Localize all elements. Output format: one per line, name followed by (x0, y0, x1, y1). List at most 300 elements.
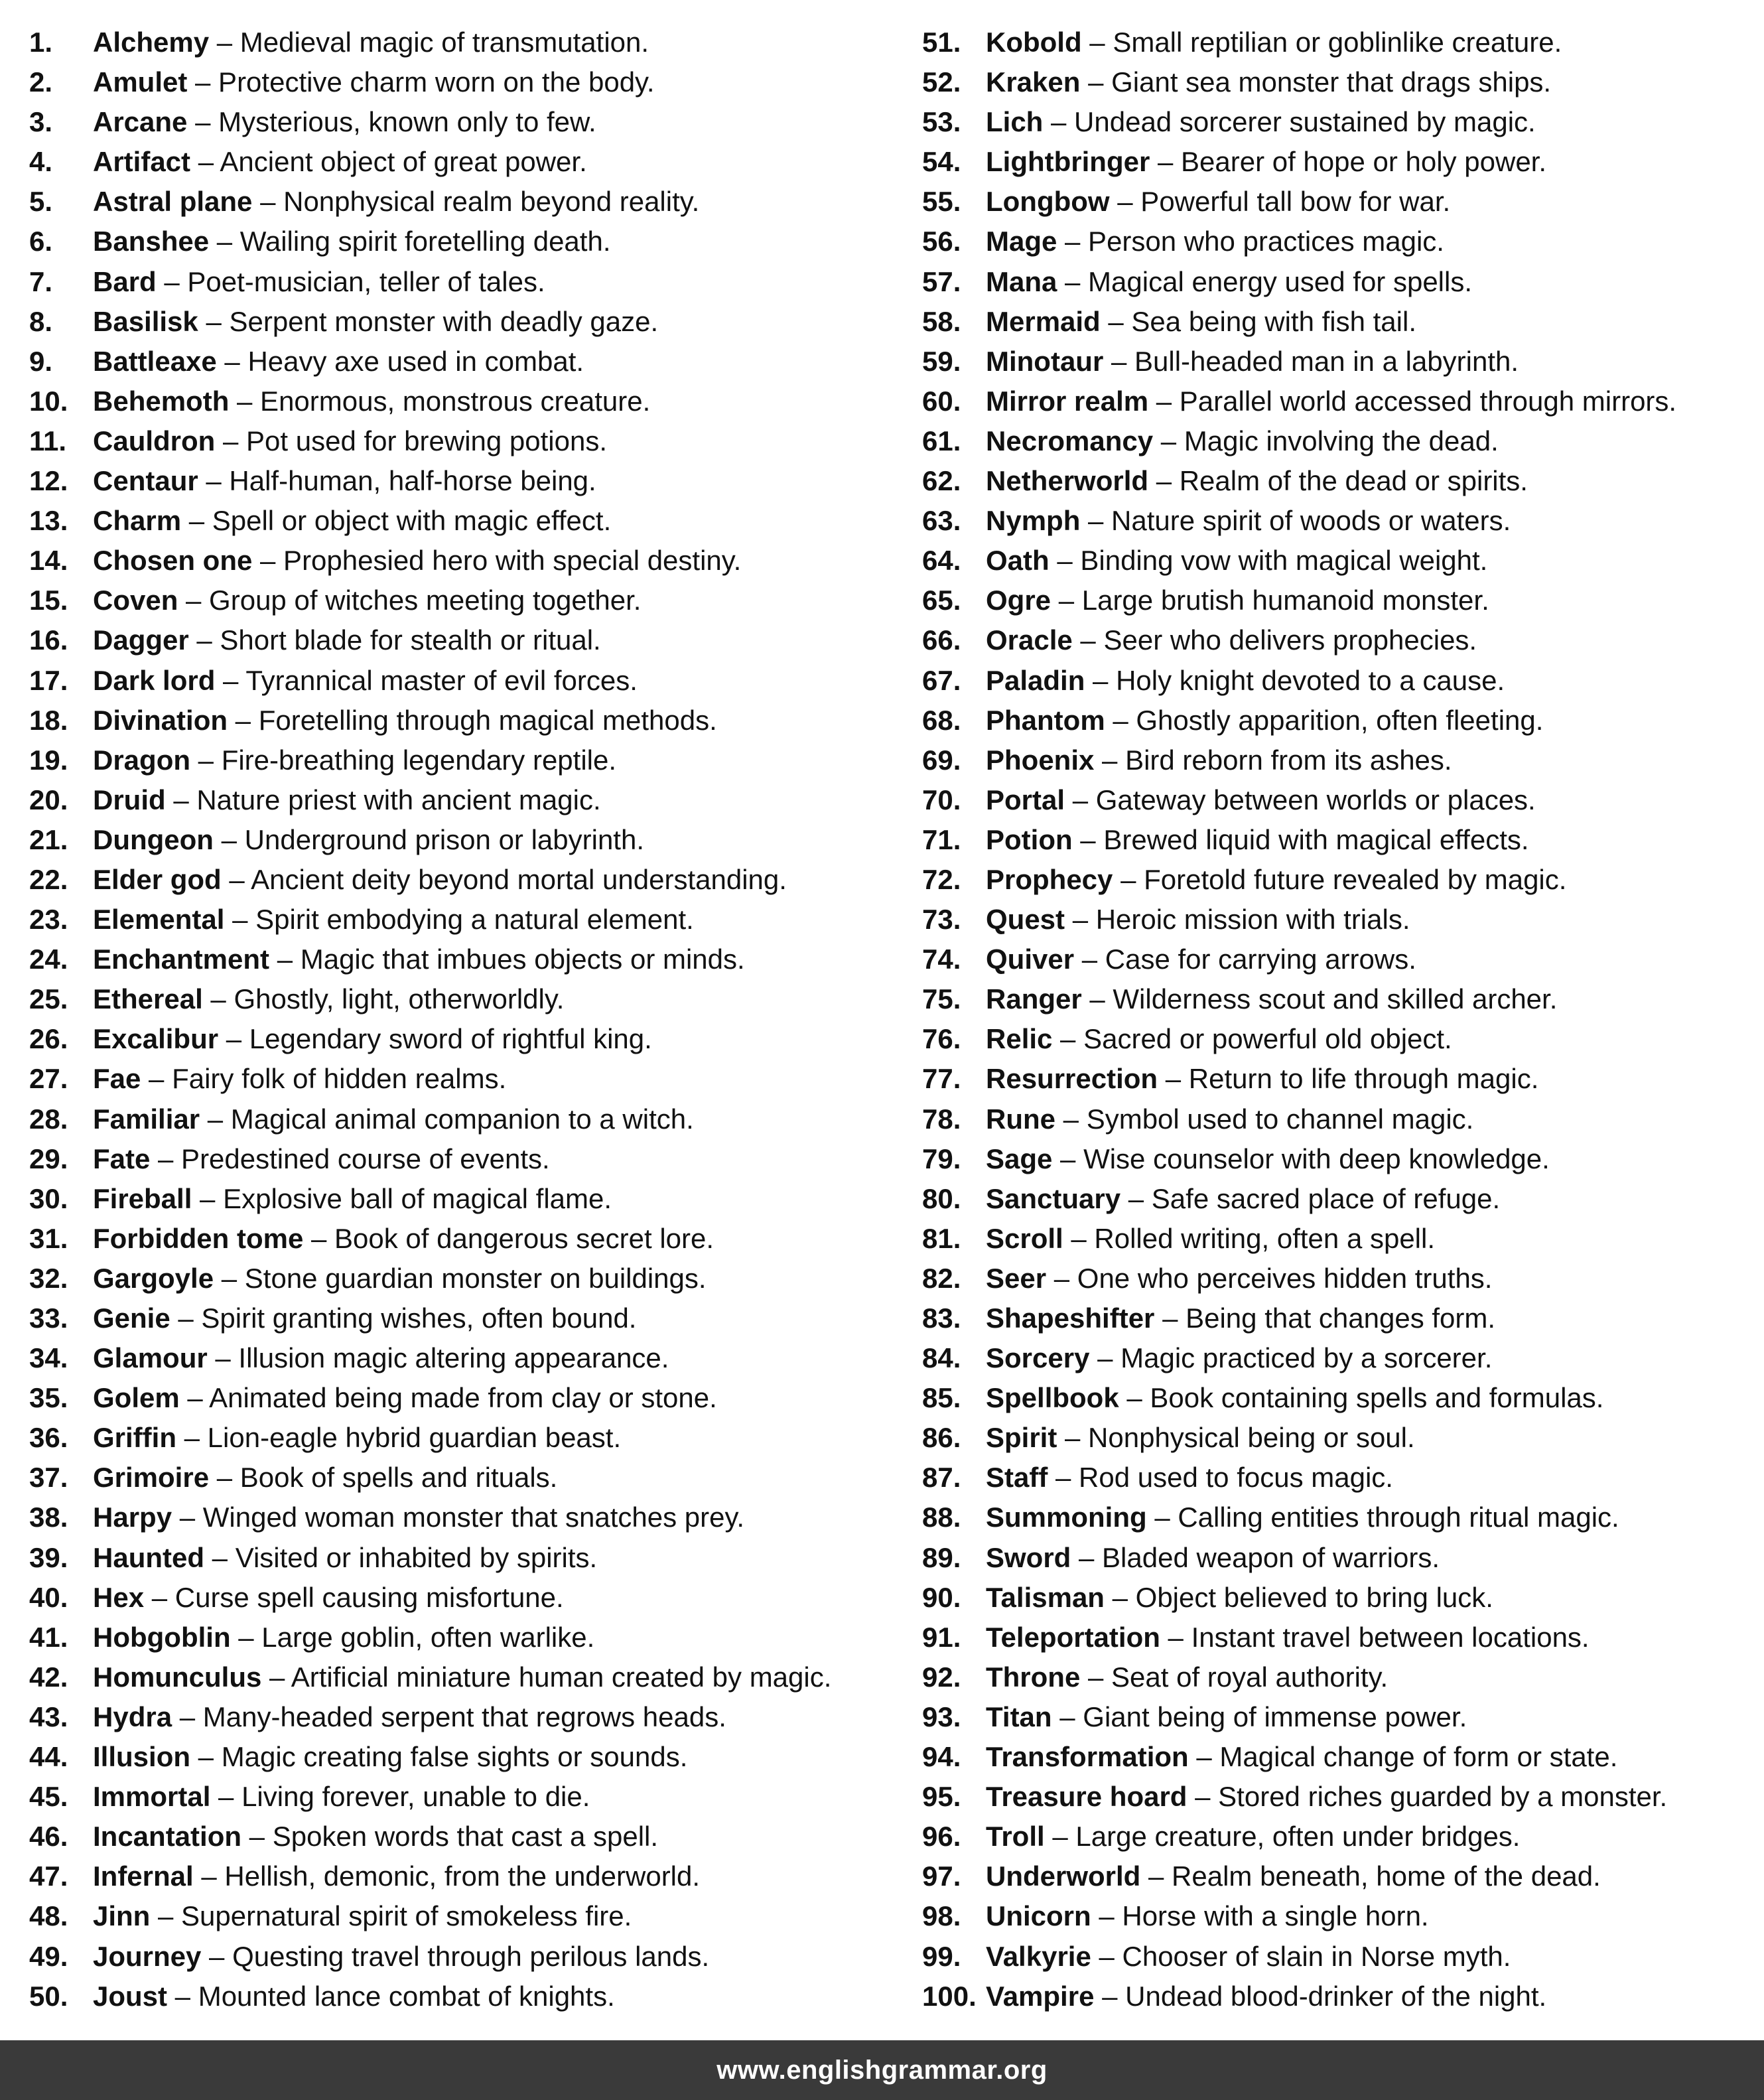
entry-number: 46. (29, 1821, 68, 1853)
entry-definition: – Underground prison or labyrinth. (213, 823, 644, 855)
entry-term: Hydra (93, 1701, 172, 1732)
entry-definition: – Nonphysical realm beyond reality. (252, 186, 700, 218)
entry-definition: – Mysterious, known only to few. (187, 106, 596, 138)
entry-term: Gargoyle (93, 1262, 214, 1294)
vocabulary-entry (29, 780, 831, 820)
vocabulary-entry (29, 900, 831, 940)
vocabulary-entry (29, 1657, 831, 1697)
entry-definition: – Stone guardian monster on buildings. (214, 1262, 707, 1294)
vocabulary-entry (922, 1697, 1676, 1737)
vocabulary-entry (922, 461, 1676, 501)
entry-term: Unicorn (986, 1900, 1091, 1932)
entry-number: 78. (922, 1103, 961, 1135)
entry-definition: – Chooser of slain in Norse myth. (1091, 1940, 1511, 1972)
entry-definition: – Undead sorcerer sustained by magic. (1043, 106, 1536, 138)
entry-definition: – Legendary sword of rightful king. (218, 1023, 652, 1055)
vocabulary-entry (29, 740, 831, 780)
vocabulary-entry (29, 1578, 831, 1618)
vocabulary-entry (29, 23, 831, 62)
entry-term: Homunculus (93, 1661, 262, 1693)
entry-definition: – Pot used for brewing potions. (215, 425, 608, 456)
entry-definition: – Serpent monster with deadly gaze. (198, 305, 659, 337)
entry-term: Basilisk (93, 305, 198, 337)
entry-number: 33. (29, 1302, 68, 1334)
entry-number: 23. (29, 904, 68, 936)
vocabulary-entry (922, 23, 1676, 62)
entry-number: 59. (922, 345, 961, 377)
entry-definition: – Many-headed serpent that regrows heads. (172, 1701, 726, 1732)
entry-number: 32. (29, 1262, 68, 1294)
entry-definition: – Holy knight devoted to a cause. (1085, 664, 1505, 696)
entry-definition: – Undead blood-drinker of the night. (1094, 1980, 1547, 2012)
vocabulary-entry (29, 1259, 831, 1298)
entry-definition: – Realm of the dead or spirits. (1148, 465, 1528, 497)
entry-number: 68. (922, 704, 961, 736)
vocabulary-entry (922, 620, 1676, 660)
vocabulary-entry (922, 940, 1676, 979)
entry-number: 13. (29, 505, 68, 537)
entry-number: 63. (922, 505, 961, 537)
entry-definition: – Bull-headed man in a labyrinth. (1103, 345, 1519, 377)
entry-term: Rune (986, 1103, 1055, 1135)
entry-number: 89. (922, 1541, 961, 1573)
entry-number: 70. (922, 784, 961, 815)
entry-term: Sage (986, 1143, 1053, 1174)
vocabulary-entry (922, 1179, 1676, 1219)
entry-definition: – Heavy axe used in combat. (216, 345, 584, 377)
entry-number: 7. (29, 265, 53, 297)
vocabulary-entry (922, 1538, 1676, 1578)
vocabulary-entry (922, 1458, 1676, 1498)
entry-definition: – Giant sea monster that drags ships. (1080, 66, 1552, 98)
entry-number: 99. (922, 1940, 961, 1972)
vocabulary-entry (29, 1856, 831, 1896)
entry-term: Valkyrie (986, 1940, 1091, 1972)
entry-term: Elemental (93, 904, 225, 936)
entry-term: Fate (93, 1143, 151, 1174)
vocabulary-entry (922, 1856, 1676, 1896)
vocabulary-entry (29, 1777, 831, 1817)
entry-term: Phantom (986, 704, 1105, 736)
vocabulary-entry (922, 820, 1676, 860)
entry-definition: – Object believed to bring luck. (1104, 1581, 1493, 1613)
entry-definition: – Foretelling through magical methods. (228, 704, 717, 736)
entry-number: 60. (922, 385, 961, 417)
entry-term: Charm (93, 505, 182, 537)
vocabulary-entry (29, 1378, 831, 1418)
vocabulary-entry (922, 581, 1676, 620)
entry-number: 17. (29, 664, 68, 696)
entry-number: 49. (29, 1940, 68, 1972)
entry-term: Nymph (986, 505, 1081, 537)
vocabulary-entry (922, 262, 1676, 302)
entry-number: 44. (29, 1741, 68, 1773)
entry-number: 1. (29, 27, 53, 58)
vocabulary-entry (922, 1259, 1676, 1298)
vocabulary-entry (29, 1977, 831, 2016)
entry-definition: – Animated being made from clay or stone. (179, 1382, 717, 1414)
entry-definition: – Group of witches meeting together. (178, 585, 642, 616)
entry-number: 50. (29, 1980, 68, 2012)
entry-number: 53. (922, 106, 961, 138)
vocabulary-entry (29, 661, 831, 701)
entry-number: 100. (922, 1980, 977, 2012)
entry-term: Elder god (93, 863, 222, 895)
entry-number: 35. (29, 1382, 68, 1414)
entry-definition: – Book of spells and rituals. (209, 1462, 558, 1494)
entry-term: Mermaid (986, 305, 1101, 337)
entry-definition: – Large creature, often under bridges. (1044, 1821, 1521, 1853)
entry-definition: – Spell or object with magic effect. (181, 505, 612, 537)
entry-definition: – Half-human, half-horse being. (198, 465, 596, 497)
vocabulary-entry (922, 102, 1676, 142)
entry-term: Jinn (93, 1900, 151, 1932)
entry-definition: – Fire-breathing legendary reptile. (190, 744, 617, 776)
entry-definition: – Explosive ball of magical flame. (192, 1182, 612, 1214)
entry-term: Shapeshifter (986, 1302, 1155, 1334)
entry-definition: – Return to life through magic. (1158, 1063, 1539, 1095)
entry-number: 95. (922, 1781, 961, 1813)
entry-definition: – Rolled writing, often a spell. (1063, 1222, 1436, 1254)
entry-number: 2. (29, 66, 53, 98)
entry-number: 37. (29, 1462, 68, 1494)
entry-number: 30. (29, 1182, 68, 1214)
entry-term: Dragon (93, 744, 190, 776)
vocabulary-entry (29, 222, 831, 261)
entry-term: Golem (93, 1382, 180, 1414)
vocabulary-entry (29, 1298, 831, 1338)
entry-number: 72. (922, 863, 961, 895)
vocabulary-entry (29, 1697, 831, 1737)
entry-definition: – Seat of royal authority. (1080, 1661, 1389, 1693)
vocabulary-entry (922, 979, 1676, 1019)
entry-definition: – Predestined course of events. (150, 1143, 550, 1174)
entry-term: Dark lord (93, 664, 216, 696)
entry-definition: – Bird reborn from its ashes. (1094, 744, 1452, 776)
vocabulary-entry (922, 1896, 1676, 1936)
vocabulary-entry (29, 62, 831, 102)
entry-term: Kobold (986, 27, 1082, 58)
entry-term: Resurrection (986, 1063, 1158, 1095)
entry-number: 85. (922, 1382, 961, 1414)
entry-definition: – Nonphysical being or soul. (1057, 1422, 1415, 1454)
vocabulary-entry (922, 1657, 1676, 1697)
entry-number: 80. (922, 1182, 961, 1214)
vocabulary-entry (29, 860, 831, 900)
entry-term: Chosen one (93, 545, 253, 577)
entry-term: Longbow (986, 186, 1110, 218)
entry-term: Treasure hoard (986, 1781, 1187, 1813)
entry-definition: – Supernatural spirit of smokeless fire. (150, 1900, 632, 1932)
entry-definition: – Powerful tall bow for war. (1109, 186, 1451, 218)
entry-number: 93. (922, 1701, 961, 1732)
vocabulary-entry (29, 501, 831, 541)
entry-term: Kraken (986, 66, 1081, 98)
entry-number: 97. (922, 1860, 961, 1892)
vocabulary-entry (922, 1817, 1676, 1856)
entry-definition: – Nature priest with ancient magic. (165, 784, 601, 815)
entry-definition: – Lion-eagle hybrid guardian beast. (176, 1422, 622, 1454)
vocabulary-entry (29, 102, 831, 142)
entry-number: 20. (29, 784, 68, 815)
entry-term: Potion (986, 823, 1073, 855)
entry-definition: – Wilderness scout and skilled archer. (1081, 983, 1558, 1015)
entry-term: Oath (986, 545, 1050, 577)
entry-term: Harpy (93, 1502, 172, 1533)
entry-term: Divination (93, 704, 228, 736)
vocabulary-entry (922, 421, 1676, 461)
entry-definition: – Heroic mission with trials. (1065, 904, 1410, 936)
entry-number: 65. (922, 585, 961, 616)
entry-term: Portal (986, 784, 1065, 815)
entry-definition: – Enormous, monstrous creature. (229, 385, 651, 417)
entry-number: 84. (922, 1342, 961, 1374)
vocabulary-entry (922, 1418, 1676, 1458)
entry-definition: – Magic involving the dead. (1153, 425, 1499, 456)
entry-definition: – Prophesied hero with special destiny. (252, 545, 742, 577)
entry-term: Prophecy (986, 863, 1113, 895)
entry-number: 47. (29, 1860, 68, 1892)
entry-number: 21. (29, 823, 68, 855)
entry-term: Mage (986, 226, 1057, 257)
entry-term: Mana (986, 265, 1057, 297)
entry-definition: – Ghostly, light, otherworldly. (202, 983, 565, 1015)
entry-definition: – Curse spell causing misfortune. (144, 1581, 564, 1613)
entry-term: Druid (93, 784, 166, 815)
vocabulary-entry (29, 1338, 831, 1378)
entry-definition: – Living forever, unable to die. (210, 1781, 590, 1813)
entry-term: Staff (986, 1462, 1048, 1494)
entry-number: 24. (29, 944, 68, 975)
entry-definition: – Seer who delivers prophecies. (1072, 624, 1477, 656)
entry-definition: – Visited or inhabited by spirits. (204, 1541, 598, 1573)
entry-definition: – Nature spirit of woods or waters. (1080, 505, 1511, 537)
entry-definition: – Symbol used to channel magic. (1055, 1103, 1474, 1135)
entry-term: Glamour (93, 1342, 208, 1374)
entry-number: 31. (29, 1222, 68, 1254)
entry-term: Hex (93, 1581, 145, 1613)
vocabulary-entry (29, 1937, 831, 1977)
entry-term: Cauldron (93, 425, 216, 456)
entry-definition: – Sea being with fish tail. (1100, 305, 1416, 337)
vocabulary-entry (29, 1498, 831, 1537)
entry-term: Coven (93, 585, 178, 616)
vocabulary-entry (29, 421, 831, 461)
vocabulary-entry (29, 940, 831, 979)
entry-term: Centaur (93, 465, 198, 497)
entry-number: 18. (29, 704, 68, 736)
entry-term: Hobgoblin (93, 1621, 231, 1653)
entry-definition: – Horse with a single horn. (1091, 1900, 1429, 1932)
entry-definition: – Medieval magic of transmutation. (209, 27, 649, 58)
entry-number: 10. (29, 385, 68, 417)
entry-number: 71. (922, 823, 961, 855)
entry-number: 36. (29, 1422, 68, 1454)
entry-definition: – Magical change of form or state. (1188, 1741, 1618, 1773)
entry-number: 94. (922, 1741, 961, 1773)
entry-term: Infernal (93, 1860, 194, 1892)
vocabulary-entry (29, 1139, 831, 1179)
vocabulary-entry (29, 1896, 831, 1936)
entry-definition: – Book of dangerous secret lore. (303, 1222, 714, 1254)
entry-number: 92. (922, 1661, 961, 1693)
entry-number: 26. (29, 1023, 68, 1055)
entry-number: 11. (29, 425, 67, 456)
entry-term: Lightbringer (986, 146, 1150, 178)
vocabulary-entry (29, 182, 831, 222)
entry-number: 69. (922, 744, 961, 776)
entry-number: 75. (922, 983, 961, 1015)
entry-term: Griffin (93, 1422, 176, 1454)
entry-number: 6. (29, 226, 53, 257)
entry-number: 45. (29, 1781, 68, 1813)
vocabulary-entry (922, 701, 1676, 740)
entry-definition: – Hellish, demonic, from the underworld. (193, 1860, 701, 1892)
entry-definition: – Instant travel between locations. (1160, 1621, 1590, 1653)
entry-term: Vampire (986, 1980, 1095, 2012)
vocabulary-entry (922, 1618, 1676, 1657)
vocabulary-entry (29, 302, 831, 342)
entry-definition: – Wise counselor with deep knowledge. (1052, 1143, 1550, 1174)
vocabulary-entry (922, 1338, 1676, 1378)
entry-number: 28. (29, 1103, 68, 1135)
entry-definition: – Person who practices magic. (1057, 226, 1444, 257)
entry-number: 77. (922, 1063, 961, 1095)
entry-definition: – Large brutish humanoid monster. (1051, 585, 1489, 616)
entry-term: Grimoire (93, 1462, 210, 1494)
entry-definition: – Case for carrying arrows. (1074, 944, 1416, 975)
entry-number: 81. (922, 1222, 961, 1254)
entry-definition: – Tyrannical master of evil forces. (215, 664, 638, 696)
vocabulary-entry (29, 541, 831, 581)
entry-number: 88. (922, 1502, 961, 1533)
vocabulary-entry (29, 1179, 831, 1219)
entry-term: Talisman (986, 1581, 1105, 1613)
entry-number: 4. (29, 146, 53, 178)
vocabulary-entry (29, 1219, 831, 1259)
entry-definition: – Binding vow with magical weight. (1049, 545, 1488, 577)
entry-definition: – Gateway between worlds or places. (1065, 784, 1536, 815)
entry-number: 8. (29, 305, 53, 337)
entry-term: Underworld (986, 1860, 1141, 1892)
entry-number: 52. (922, 66, 961, 98)
entry-definition: – Illusion magic altering appearance. (207, 1342, 669, 1374)
entry-term: Sorcery (986, 1342, 1090, 1374)
entry-number: 5. (29, 186, 53, 218)
vocabulary-entry (922, 62, 1676, 102)
entry-number: 74. (922, 944, 961, 975)
entry-number: 12. (29, 465, 68, 497)
entry-number: 66. (922, 624, 961, 656)
entry-definition: – Winged woman monster that snatches prey. (172, 1502, 745, 1533)
entry-definition: – Bearer of hope or holy power. (1150, 146, 1547, 178)
entry-term: Quest (986, 904, 1065, 936)
entry-number: 54. (922, 146, 961, 178)
entry-definition: – Ghostly apparition, often fleeting. (1105, 704, 1544, 736)
entry-definition: – Spirit granting wishes, often bound. (170, 1302, 637, 1334)
vocabulary-entry (922, 1219, 1676, 1259)
entry-number: 40. (29, 1581, 68, 1613)
vocabulary-entry (922, 1139, 1676, 1179)
entry-number: 42. (29, 1661, 68, 1693)
entry-number: 90. (922, 1581, 961, 1613)
entry-number: 79. (922, 1143, 961, 1174)
entry-number: 87. (922, 1462, 961, 1494)
entry-term: Troll (986, 1821, 1045, 1853)
entry-number: 38. (29, 1502, 68, 1533)
vocabulary-entry (29, 142, 831, 182)
entry-number: 48. (29, 1900, 68, 1932)
entry-number: 25. (29, 983, 68, 1015)
entry-number: 27. (29, 1063, 68, 1095)
entry-term: Dungeon (93, 823, 214, 855)
entry-number: 41. (29, 1621, 68, 1653)
entry-term: Lich (986, 106, 1044, 138)
entry-definition: – Stored riches guarded by a monster. (1187, 1781, 1668, 1813)
entry-number: 76. (922, 1023, 961, 1055)
entry-term: Banshee (93, 226, 210, 257)
entry-term: Excalibur (93, 1023, 219, 1055)
vocabulary-entry (922, 780, 1676, 820)
vocabulary-entry (29, 382, 831, 421)
vocabulary-entry (922, 1019, 1676, 1059)
entry-definition: – Large goblin, often warlike. (230, 1621, 595, 1653)
entry-term: Fireball (93, 1182, 192, 1214)
entry-term: Arcane (93, 106, 188, 138)
entry-term: Ethereal (93, 983, 203, 1015)
vocabulary-entry (29, 1458, 831, 1498)
entry-number: 19. (29, 744, 68, 776)
entry-number: 82. (922, 1262, 961, 1294)
vocabulary-entry (29, 1618, 831, 1657)
vocabulary-entry (922, 1498, 1676, 1537)
entry-number: 16. (29, 624, 68, 656)
vocabulary-entry (29, 1817, 831, 1856)
entry-number: 39. (29, 1541, 68, 1573)
entry-definition: – Parallel world accessed through mirrors. (1148, 385, 1677, 417)
entry-number: 67. (922, 664, 961, 696)
entry-number: 51. (922, 27, 961, 58)
entry-number: 96. (922, 1821, 961, 1853)
vocabulary-entry (922, 1578, 1676, 1618)
entry-number: 73. (922, 904, 961, 936)
entry-definition: – Sacred or powerful old object. (1052, 1023, 1452, 1055)
vocabulary-entry (922, 1977, 1676, 2016)
entry-number: 61. (922, 425, 961, 456)
vocabulary-entry (922, 900, 1676, 940)
entry-term: Mirror realm (986, 385, 1149, 417)
vocabulary-entry (922, 142, 1676, 182)
vocabulary-entry (29, 342, 831, 382)
entry-definition: – Magical animal companion to a witch. (200, 1103, 694, 1135)
footer-url[interactable]: www.englishgrammar.org (716, 2055, 1048, 2085)
entry-definition: – Spirit embodying a natural element. (224, 904, 694, 936)
entry-term: Paladin (986, 664, 1085, 696)
vocabulary-entry (29, 1059, 831, 1099)
entry-number: 57. (922, 265, 961, 297)
vocabulary-entry (29, 1538, 831, 1578)
vocabulary-entry (29, 1099, 831, 1139)
footer-bar (0, 2040, 1764, 2100)
entry-term: Forbidden tome (93, 1222, 304, 1254)
entry-number: 15. (29, 585, 68, 616)
vocabulary-entry (29, 1737, 831, 1777)
entry-term: Amulet (93, 66, 188, 98)
vocabulary-entry (922, 740, 1676, 780)
entry-definition: – Safe sacred place of refuge. (1120, 1182, 1501, 1214)
vocabulary-list-left (29, 23, 831, 2016)
entry-term: Throne (986, 1661, 1081, 1693)
